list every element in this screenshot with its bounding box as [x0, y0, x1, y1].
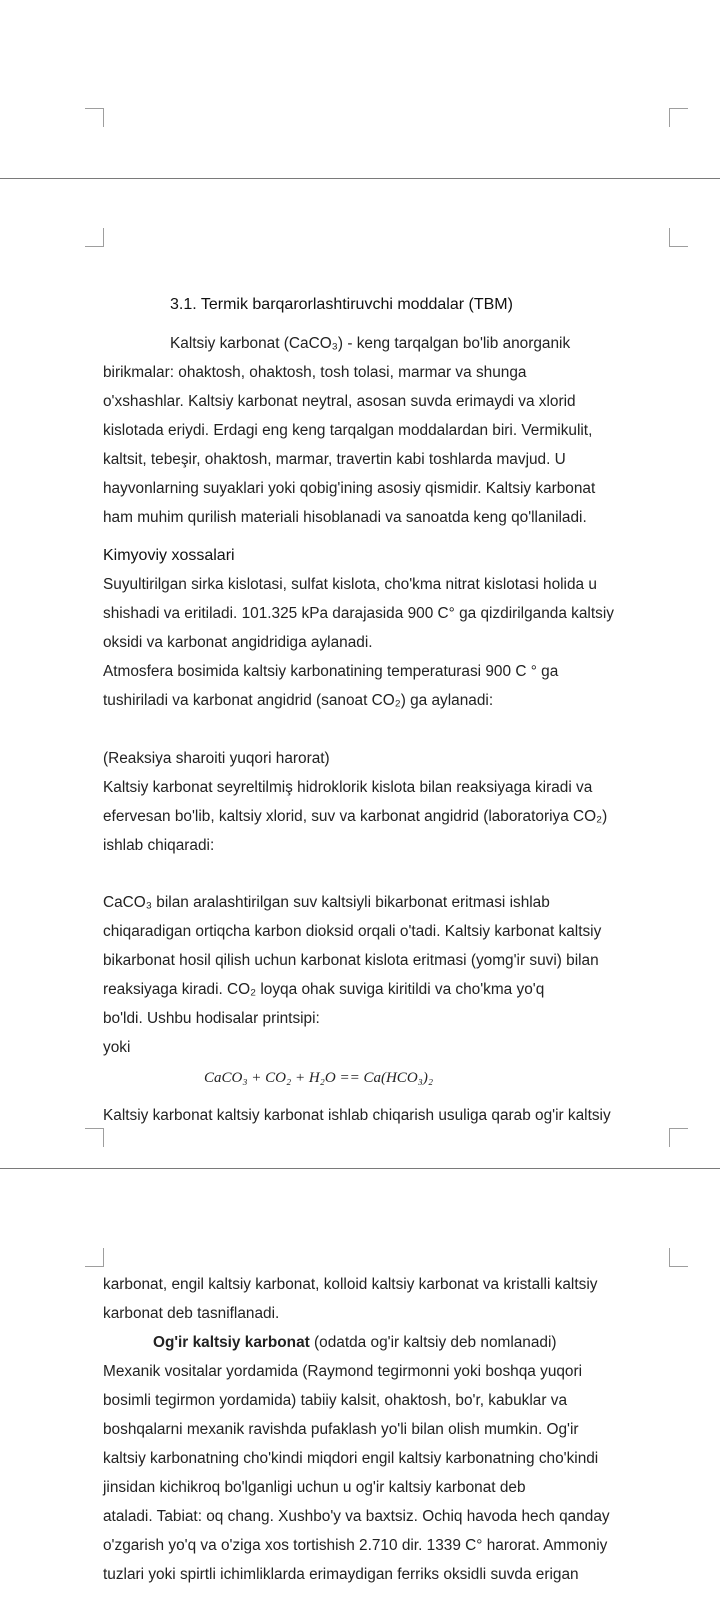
paragraph-line: birikmalar: ohaktosh, ohaktosh, tosh tolasi, marmar va shunga — [103, 364, 527, 381]
paragraph-line: bosimli tegirmon yordamida) tabiiy kalsit, ohaktosh, bo'r, kabuklar va — [103, 1392, 568, 1409]
paragraph-line: boshqalarni mexanik ravishda pufaklash yo'li bilan olish mumkin. Og'ir — [103, 1421, 579, 1438]
paragraph-line: Kaltsiy karbonat (CaCO₃) - keng tarqalgan bo'lib anorganik — [170, 335, 571, 352]
paragraph-line: CaCO₃ bilan aralashtirilgan suv kaltsiyli bikarbonat eritmasi ishlab — [103, 894, 550, 911]
term-note: (odatda og'ir kaltsiy deb nomlanadi) — [309, 1334, 557, 1351]
page-corner-mark — [85, 1248, 104, 1267]
section-heading: 3.1. Termik barqarorlashtiruvchi moddalar (TBM) — [170, 296, 513, 313]
paragraph-line: (Reaksiya sharoiti yuqori harorat) — [103, 750, 330, 767]
paragraph-line: bo'ldi. Ushbu hodisalar printsipi: — [103, 1010, 320, 1027]
term-heading: Og'ir kaltsiy karbonat — [153, 1334, 310, 1351]
paragraph-line: reaksiyaga kiradi. CO₂ loyqa ohak suviga kiritildi va cho'kma yo'q — [103, 981, 545, 998]
paragraph-line: Kaltsiy karbonat kaltsiy karbonat ishlab chiqarish usuliga qarab og'ir kaltsiy — [103, 1107, 611, 1124]
paragraph-line: karbonat deb tasniflanadi. — [103, 1305, 280, 1322]
paragraph-line: o'xshashlar. Kaltsiy karbonat neytral, asosan suvda erimaydi va xlorid — [103, 393, 576, 410]
paragraph-line: Kaltsiy karbonat seyreltilmiş hidroklorik kislota bilan reaksiyaga kiradi va — [103, 779, 593, 796]
page-corner-mark — [85, 228, 104, 247]
page-corner-mark — [669, 228, 688, 247]
paragraph-line — [153, 1333, 557, 1353]
page-corner-mark — [85, 1128, 104, 1147]
page-break — [0, 1168, 720, 1169]
paragraph-line: Atmosfera bosimida kaltsiy karbonatining temperaturasi 900 C ° ga — [103, 663, 559, 680]
paragraph-line: tuzlari yoki spirtli ichimliklarda erimaydigan ferriks oksidli suvda erigan — [103, 1566, 579, 1583]
paragraph-line: Mexanik vositalar yordamida (Raymond tegirmonni yoki boshqa yuqori — [103, 1363, 583, 1380]
subheading: Kimyoviy xossalari — [103, 547, 235, 564]
page-corner-mark — [669, 1128, 688, 1147]
paragraph-line: shishadi va eritiladi. 101.325 kPa darajasida 900 C° ga qizdirilganda kaltsiy — [103, 605, 614, 622]
paragraph-line: oksidi va karbonat angidridiga aylanadi. — [103, 634, 373, 651]
paragraph-line: yoki — [103, 1039, 131, 1056]
paragraph-line: karbonat, engil kaltsiy karbonat, kolloid kaltsiy karbonat va kristalli kaltsiy — [103, 1276, 598, 1293]
paragraph-line: kislotada eriydi. Erdagi eng keng tarqalgan moddalardan biri. Vermikulit, — [103, 422, 593, 439]
page-corner-mark — [85, 108, 104, 127]
paragraph-line: o'zgarish yo'q va o'ziga xos tortishish 2.710 dir. 1339 C° harorat. Ammoniy — [103, 1537, 608, 1554]
paragraph-line: kaltsit, tebeşir, ohaktosh, marmar, travertin kabi toshlarda mavjud. U — [103, 451, 566, 468]
paragraph-line: ishlab chiqaradi: — [103, 837, 215, 854]
paragraph-line: hayvonlarning suyaklari yoki qobig'ining asosiy qismidir. Kaltsiy karbonat — [103, 480, 596, 497]
page-corner-mark — [669, 108, 688, 127]
page-break — [0, 178, 720, 179]
paragraph-line: ataladi. Tabiat: oq chang. Xushbo'y va baxtsiz. Ochiq havoda hech qanday — [103, 1508, 610, 1525]
chemical-equation: CaCO₃ + CO₂ + H₂O == Ca(HCO₃)₂ — [204, 1070, 434, 1086]
paragraph-line: Suyultirilgan sirka kislotasi, sulfat kislota, cho'kma nitrat kislotasi holida u — [103, 576, 597, 593]
paragraph-line: kaltsiy karbonatning cho'kindi miqdori engil kaltsiy karbonatning cho'kindi — [103, 1450, 599, 1467]
paragraph-line: bikarbonat hosil qilish uchun karbonat kislota eritmasi (yomg'ir suvi) bilan — [103, 952, 599, 969]
paragraph-line: ham muhim qurilish materiali hisoblanadi va sanoatda keng qo'llaniladi. — [103, 509, 587, 526]
paragraph-line: tushiriladi va karbonat angidrid (sanoat CO₂) ga aylanadi: — [103, 692, 494, 709]
paragraph-line: chiqaradigan ortiqcha karbon dioksid orqali o'tadi. Kaltsiy karbonat kaltsiy — [103, 923, 602, 940]
paragraph-line: efervesan bo'lib, kaltsiy xlorid, suv va karbonat angidrid (laboratoriya CO₂) — [103, 808, 608, 825]
page-corner-mark — [669, 1248, 688, 1267]
paragraph-line: jinsidan kichikroq bo'lganligi uchun u og'ir kaltsiy karbonat deb — [103, 1479, 526, 1496]
